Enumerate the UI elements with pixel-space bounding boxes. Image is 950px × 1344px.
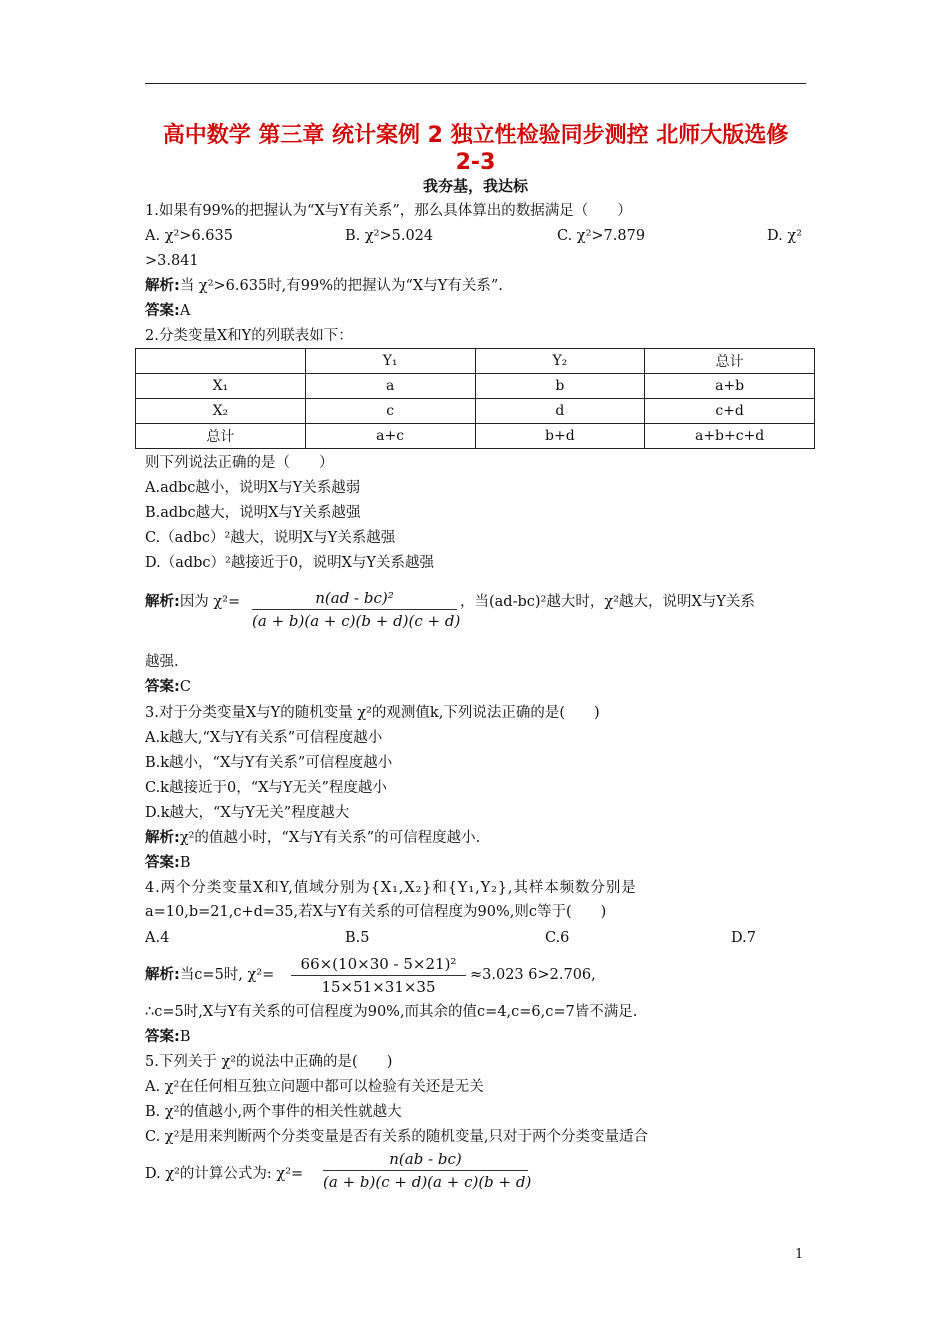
page-number: 1: [795, 1247, 804, 1262]
q1-option-d: D. χ²: [767, 228, 802, 244]
q2-analysis-end: 越强.: [145, 654, 179, 670]
q2-question: 则下列说法正确的是（ ）: [145, 455, 334, 471]
q2-option-a: A.adbc越小，说明X与Y关系越弱: [145, 480, 361, 496]
formula-denominator: (a + b)(c + d)(a + c)(b + d): [323, 1173, 532, 1191]
q5-chi-square-formula: [323, 1150, 532, 1191]
q4-conclusion: ∴c=5时,X与Y有关系的可信程度为90%,而其余的值c=4,c=6,c=7皆不满足.: [145, 1004, 638, 1020]
q1-option-a: A. χ²>6.635: [145, 228, 233, 244]
section-subtitle: 我夯基，我达标: [422, 177, 528, 195]
q4-option-a: A.4: [145, 930, 170, 946]
formula-numerator: n(ab - bc): [389, 1150, 462, 1168]
analysis-label: 解析:: [145, 967, 180, 983]
table-cell: a+c: [305, 424, 475, 449]
q2-chi-square-formula: [252, 589, 461, 630]
q5-option-b: B. χ²的值越小,两个事件的相关性就越大: [145, 1104, 402, 1120]
analysis-label: 解析:: [145, 830, 180, 846]
table-cell: c+d: [645, 399, 815, 424]
q2-analysis: [145, 592, 240, 612]
q2-analysis-post: ，当(ad-bc)²越大时，χ²越大，说明X与Y关系: [460, 594, 755, 610]
q4-option-b: B.5: [345, 930, 370, 946]
table-cell: a: [305, 374, 475, 399]
q5-option-d: D. χ²的计算公式为: χ²=: [145, 1166, 304, 1182]
q3-stem: 3.对于分类变量X与Y的随机变量 χ²的观测值k,下列说法正确的是( ): [145, 705, 600, 721]
q2-analysis-pre: 因为 χ²=: [179, 594, 241, 610]
q4-answer: [145, 1027, 190, 1047]
table-header-row: [136, 349, 815, 374]
fraction-bar: [291, 975, 466, 976]
document-title: [145, 122, 806, 176]
q1-analysis: [145, 276, 503, 296]
q5-option-c: C. χ²是用来判断两个分类变量是否有关系的随机变量,只对于两个分类变量适合: [145, 1129, 649, 1145]
table-cell: X₂: [136, 399, 306, 424]
formula-denominator: (a + b)(a + c)(b + d)(c + d): [252, 612, 461, 630]
formula-numerator: n(ad - bc)²: [315, 589, 394, 607]
table-cell: b: [475, 374, 645, 399]
q2-stem: 2.分类变量X和Y的列联表如下：: [145, 328, 353, 344]
table-cell: a+b: [645, 374, 815, 399]
table-cell: 总计: [136, 424, 306, 449]
table-row: [136, 374, 815, 399]
q3-analysis: [145, 828, 480, 848]
q2-option-c: C.（adbc）²越大，说明X与Y关系越强: [145, 530, 396, 546]
q1-option-d-cont: >3.841: [145, 253, 199, 269]
table-cell: [136, 349, 306, 374]
q1-option-b: B. χ²>5.024: [345, 228, 434, 244]
answer-label: 答案:: [145, 1029, 180, 1045]
q1-option-c: C. χ²>7.879: [557, 228, 646, 244]
q4-answer-value: B: [179, 1029, 191, 1045]
q5-option-a: A. χ²在任何相互独立问题中都可以检验有关还是无关: [145, 1079, 484, 1095]
q4-stem-line-2: a=10,b=21,c+d=35,若X与Y有关系的可信程度为90%,则c等于( ): [145, 904, 607, 920]
q5-stem: 5.下列关于 χ²的说法中正确的是( ): [145, 1054, 393, 1070]
table-row: [136, 399, 815, 424]
q1-answer-value: A: [179, 303, 191, 319]
answer-label: 答案:: [145, 679, 180, 695]
title-line-2: 2-3: [455, 150, 496, 175]
fraction-bar: [323, 1170, 528, 1171]
answer-label: 答案:: [145, 855, 180, 871]
q1-answer: [145, 301, 190, 321]
title-line-1: 高中数学 第三章 统计案例 2 独立性检验同步测控 北师大版选修: [162, 123, 789, 148]
formula-denominator: 15×51×31×35: [321, 978, 436, 996]
q2-option-d: D.（adbc）²越接近于0，说明X与Y关系越强: [145, 555, 434, 571]
header-rule: [145, 83, 806, 84]
q4-analysis-pre: 当c=5时, χ²=: [179, 967, 275, 983]
q3-answer: [145, 853, 190, 873]
table-cell: X₁: [136, 374, 306, 399]
fraction-bar: [252, 609, 457, 610]
q4-option-c: C.6: [545, 930, 570, 946]
q4-option-d: D.7: [731, 930, 756, 946]
q3-analysis-text: χ²的值越小时，“X与Y有关系”的可信程度越小.: [179, 830, 481, 846]
table-cell: 总计: [645, 349, 815, 374]
table-cell: Y₂: [475, 349, 645, 374]
q4-analysis: [145, 965, 274, 985]
q4-chi-square-formula: [291, 955, 466, 996]
q1-stem: 1.如果有99%的把握认为“X与Y有关系”，那么具体算出的数据满足（ ）: [145, 203, 632, 219]
analysis-label: 解析:: [145, 594, 180, 610]
q4-stem-line-1: 4.两个分类变量X和Y,值域分别为{X₁,X₂}和{Y₁,Y₂},其样本频数分别是: [145, 880, 637, 896]
table-row: [136, 424, 815, 449]
q3-answer-value: B: [179, 855, 191, 871]
contingency-table: [135, 348, 815, 449]
table-cell: a+b+c+d: [645, 424, 815, 449]
table-cell: Y₁: [305, 349, 475, 374]
q3-option-d: D.k越大，“X与Y无关”程度越大: [145, 805, 350, 821]
q3-option-b: B.k越小，“X与Y有关系”可信程度越小: [145, 755, 393, 771]
q4-analysis-post: ≈3.023 6>2.706,: [470, 967, 596, 983]
table-cell: b+d: [475, 424, 645, 449]
q3-option-a: A.k越大,“X与Y有关系”可信程度越小: [145, 730, 383, 746]
q2-option-b: B.adbc越大，说明X与Y关系越强: [145, 505, 361, 521]
q3-option-c: C.k越接近于0，“X与Y无关”程度越小: [145, 780, 387, 796]
q2-answer: [145, 677, 191, 697]
analysis-label: 解析:: [145, 278, 180, 294]
formula-numerator: 66×(10×30 - 5×21)²: [300, 955, 457, 973]
q1-analysis-text: 当 χ²>6.635时,有99%的把握认为“X与Y有关系”.: [179, 278, 503, 294]
table-cell: d: [475, 399, 645, 424]
table-cell: c: [305, 399, 475, 424]
answer-label: 答案:: [145, 303, 180, 319]
q2-answer-value: C: [179, 679, 191, 695]
